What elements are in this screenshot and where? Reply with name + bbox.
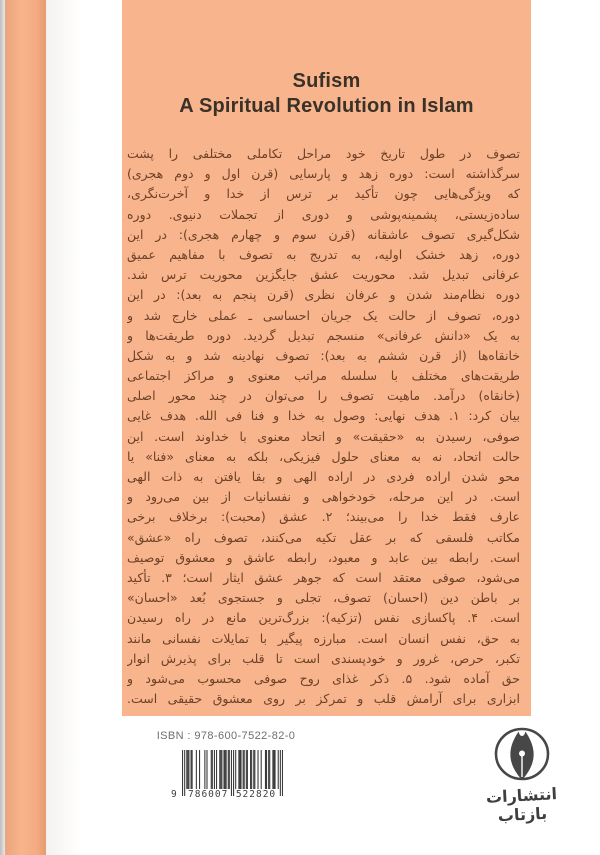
book-spine xyxy=(5,0,46,855)
description-line: به یک «دانش عرفانی» منسجم تبدیل گردید. دوره طریقت‌ها و xyxy=(127,327,520,343)
description-line: است. رابطه بین عابد و معبود، رابطه عاشق و معشوق توصیف xyxy=(127,549,520,565)
publisher-name: انتشارات بازتاب xyxy=(485,784,558,826)
description-line: است. در این مرحله، خودخواهی و نفسانیات از بین می‌رود و xyxy=(127,489,520,505)
description-line: ساده‌زیستی، پشمینه‌پوشی و دوری از تجملات دنیوی. دوره xyxy=(127,206,520,222)
description-line: حق آماده شود. ۵. ذکر غذای روح صوفی محسوب می‌شود و xyxy=(127,670,520,686)
ean13-barcode xyxy=(171,750,283,806)
barcode-digits xyxy=(171,789,283,801)
description-line: تکبر، حرص، غرور و خودپسندی است تا قلب برای پذیرش انوار xyxy=(127,650,520,666)
description-line: حالت اتحاد، نه به معنای حلول فیزیکی، بلکه به معنای «فنا» یا xyxy=(127,448,520,464)
description-line: مکاتب فلسفی که بر عقل تکیه می‌کنند، تصوف راه «عشق» xyxy=(127,529,520,545)
back-cover-panel xyxy=(122,0,531,716)
description-line: عرفانی تبدیل شد. محوریت عشق جایگزین محوریت ترس شد. xyxy=(127,267,520,283)
description-line: که ویژگی‌هایی چون تأکید بر ترس از خدا و آخرت‌نگری، xyxy=(127,186,520,202)
title-line-1: Sufism xyxy=(292,70,361,92)
description-line: می‌شود، صوفی معتقد است که جوهر عشق ایثار است؛ ۳. تأکید xyxy=(127,569,520,585)
description-line: دوره نظام‌مند شدن و عرفان نظری (قرن پنجم به بعد): در این xyxy=(127,287,520,303)
description-line: صوفی، رسیدن به «حقیقت» و اتحاد معنوی با خداوند است. این xyxy=(127,428,520,444)
title-block xyxy=(122,0,531,119)
description-line: تصوف در طول تاریخ خود مراحل تکاملی مختلفی را پشت xyxy=(127,146,520,161)
pen-nib-icon xyxy=(482,722,562,786)
description-line: ابزاری برای آرامش قلب و تمرکز بر روی معشوق حقیقی است. xyxy=(127,691,520,707)
barcode-digit-group1: 786007 xyxy=(188,789,229,800)
title-line-2: A Spiritual Revolution in Islam xyxy=(179,95,474,117)
barcode-digit-left: 9 xyxy=(171,789,177,800)
description-line: سرگذاشته است: دوره زهد و پارسایی (قرن اول و دوم هجری) xyxy=(127,166,520,182)
description-line: است. ۴. پاکسازی نفس (تزکیه): بزرگ‌ترین مانع در راه رسیدن xyxy=(127,610,520,626)
description-line: بیان کرد: ۱. هدف نهایی: وصول به خدا و فنا فی الله. هدف غایی xyxy=(127,408,520,424)
description-line: طریقت‌های مختلف با سلسله مراتب معنوی و مراکز اجتماعی xyxy=(127,368,520,384)
description-line: دوره، زهد خشک اولیه، به تدریج به تصوف با مفاهیم عمیق xyxy=(127,246,520,262)
description-line: (خانقاه) درآمد. ماهیت تصوف را می‌توان در چند محور اصلی xyxy=(127,388,520,404)
publisher-logo-block xyxy=(466,722,578,832)
description-line: خانقاه‌ها (از قرن ششم به بعد): تصوف نهادینه شد و به شکل xyxy=(127,347,520,363)
description-line: به حق، نفس انسان است. مبارزه پیگیر با تمایلات نفسانی مانند xyxy=(127,630,520,646)
page-edges xyxy=(46,0,122,855)
isbn-label: ISBN : 978-600-7522-82-0 xyxy=(156,730,296,742)
barcode-digit-group2: 522820 xyxy=(235,789,277,800)
description-line: محو شدن اراده فردی در اراده الهی و بقا یافتن به ذات الهی xyxy=(127,469,520,484)
description-line: بر باطن دین (احسان) تصوف، تجلی و جستجوی بُعد «احسان» xyxy=(127,590,520,606)
description-line: شکل‌گیری تصوف عاشقانه (قرن سوم و چهارم هجری): در این xyxy=(127,226,520,242)
description-line: دوره، تصوف از حالت یک جریان احساسی ـ عملی خارج شد و xyxy=(127,307,520,323)
description-paragraph xyxy=(122,144,531,709)
description-line: عارف فقط خدا را می‌بیند؛ ۲. عشق (محبت): برخلاف برخی xyxy=(127,509,520,525)
